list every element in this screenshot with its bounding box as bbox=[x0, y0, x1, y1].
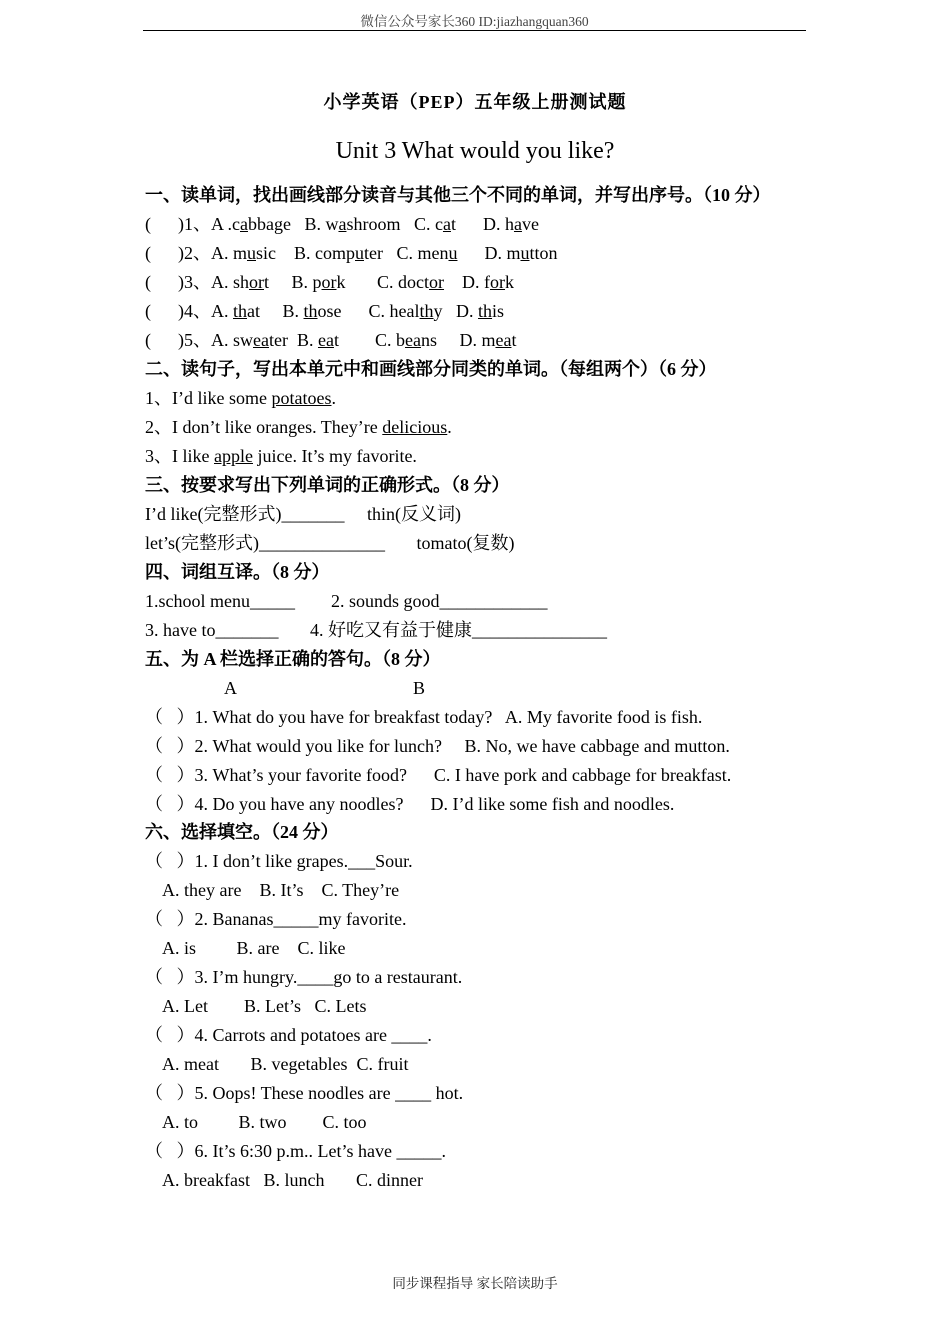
question-1-1: ( )1、A .cabbage B. washroom C. cat D. have bbox=[145, 214, 539, 234]
question-1-2: ( )2、A. music B. computer C. menu D. mutton bbox=[145, 243, 558, 263]
answer-blank[interactable]: ____________ bbox=[439, 591, 548, 611]
page-footer: 同步课程指导 家长陪读助手 bbox=[392, 1276, 558, 1291]
choice-question: （ ）4. Carrots and potatoes are ____. bbox=[145, 1025, 432, 1045]
page-header: 微信公众号家长360 ID:jiazhangquan360 bbox=[143, 10, 806, 31]
answer-blank[interactable]: _______________ bbox=[471, 620, 607, 640]
choice-question: （ ）3. I’m hungry.____go to a restaurant. bbox=[145, 967, 463, 987]
sentence-2-1: 1、I’d like some potatoes. bbox=[145, 388, 336, 408]
phrase-row-2: 3. have to_______ 4. 好吃又有益于健康_______________ bbox=[145, 620, 607, 640]
sentence-2-2: 2、I don’t like oranges. They’re delicious. bbox=[145, 417, 452, 437]
answer-blank[interactable]: _______ bbox=[281, 504, 345, 524]
unit-title: Unit 3 What would you like? bbox=[335, 138, 615, 164]
choice-options: A. to B. two C. too bbox=[145, 1112, 367, 1132]
question-1-4: ( )4、A. that B. those C. healthy D. this bbox=[145, 301, 505, 321]
answer-blank[interactable]: _____ bbox=[250, 591, 295, 611]
choice-question: （ ）5. Oops! These noodles are ____ hot. bbox=[145, 1083, 464, 1103]
question-1-5: ( )5、A. sweater B. eat C. beans D. meat bbox=[145, 330, 517, 350]
section-4-heading: 四、词组互译。（8 分） bbox=[145, 562, 330, 582]
match-item: （ ）4. Do you have any noodles? D. I’d like some fish and noodles. bbox=[145, 794, 675, 814]
match-item: （ ）3. What’s your favorite food? C. I have pork and cabbage for breakfast. bbox=[145, 765, 732, 785]
question-1-3: ( )3、A. short B. pork C. doctor D. fork bbox=[145, 272, 515, 292]
phrase-row-1: 1.school menu_____ 2. sounds good____________ bbox=[145, 591, 548, 611]
answer-blank[interactable]: ______________ bbox=[259, 533, 385, 553]
section-3-heading: 三、按要求写出下列单词的正确形式。（8 分） bbox=[145, 475, 510, 495]
column-b-label: B bbox=[413, 678, 426, 698]
choice-options: A. they are B. It’s C. They’re bbox=[145, 880, 400, 900]
choice-question: （ ）1. I don’t like grapes.___Sour. bbox=[145, 851, 413, 871]
section-1-heading: 一、读单词，找出画线部分读音与其他三个不同的单词，并写出序号。（10 分） bbox=[145, 185, 771, 205]
choice-question: （ ）6. It’s 6:30 p.m.. Let’s have _____. bbox=[145, 1141, 446, 1161]
sentence-2-3: 3、I like apple juice. It’s my favorite. bbox=[145, 446, 417, 466]
section-6-heading: 六、选择填空。（24 分） bbox=[145, 822, 339, 842]
column-a-label: A bbox=[224, 678, 237, 698]
answer-blank[interactable]: _______ bbox=[215, 620, 279, 640]
choice-options: A. is B. are C. like bbox=[145, 938, 346, 958]
choice-question: （ ）2. Bananas_____my favorite. bbox=[145, 909, 407, 929]
word-form-row-2: let’s(完整形式)______________ tomato(复数) bbox=[145, 533, 515, 553]
match-item: （ ）2. What would you like for lunch? B. No, we have cabbage and mutton. bbox=[145, 736, 730, 756]
choice-options: A. breakfast B. lunch C. dinner bbox=[145, 1170, 423, 1190]
exam-title: 小学英语（PEP）五年级上册测试题 bbox=[323, 92, 627, 112]
word-form-row-1: I’d like(完整形式)_______ thin(反义词) bbox=[145, 504, 461, 524]
section-5-heading: 五、为 A 栏选择正确的答句。（8 分） bbox=[145, 649, 441, 669]
section-2-heading: 二、读句子，写出本单元中和画线部分同类的单词。（每组两个）（6 分） bbox=[145, 359, 717, 379]
choice-options: A. meat B. vegetables C. fruit bbox=[145, 1054, 409, 1074]
match-item: （ ）1. What do you have for breakfast today? A. My favorite food is fish. bbox=[145, 707, 703, 727]
choice-options: A. Let B. Let’s C. Lets bbox=[145, 996, 367, 1016]
